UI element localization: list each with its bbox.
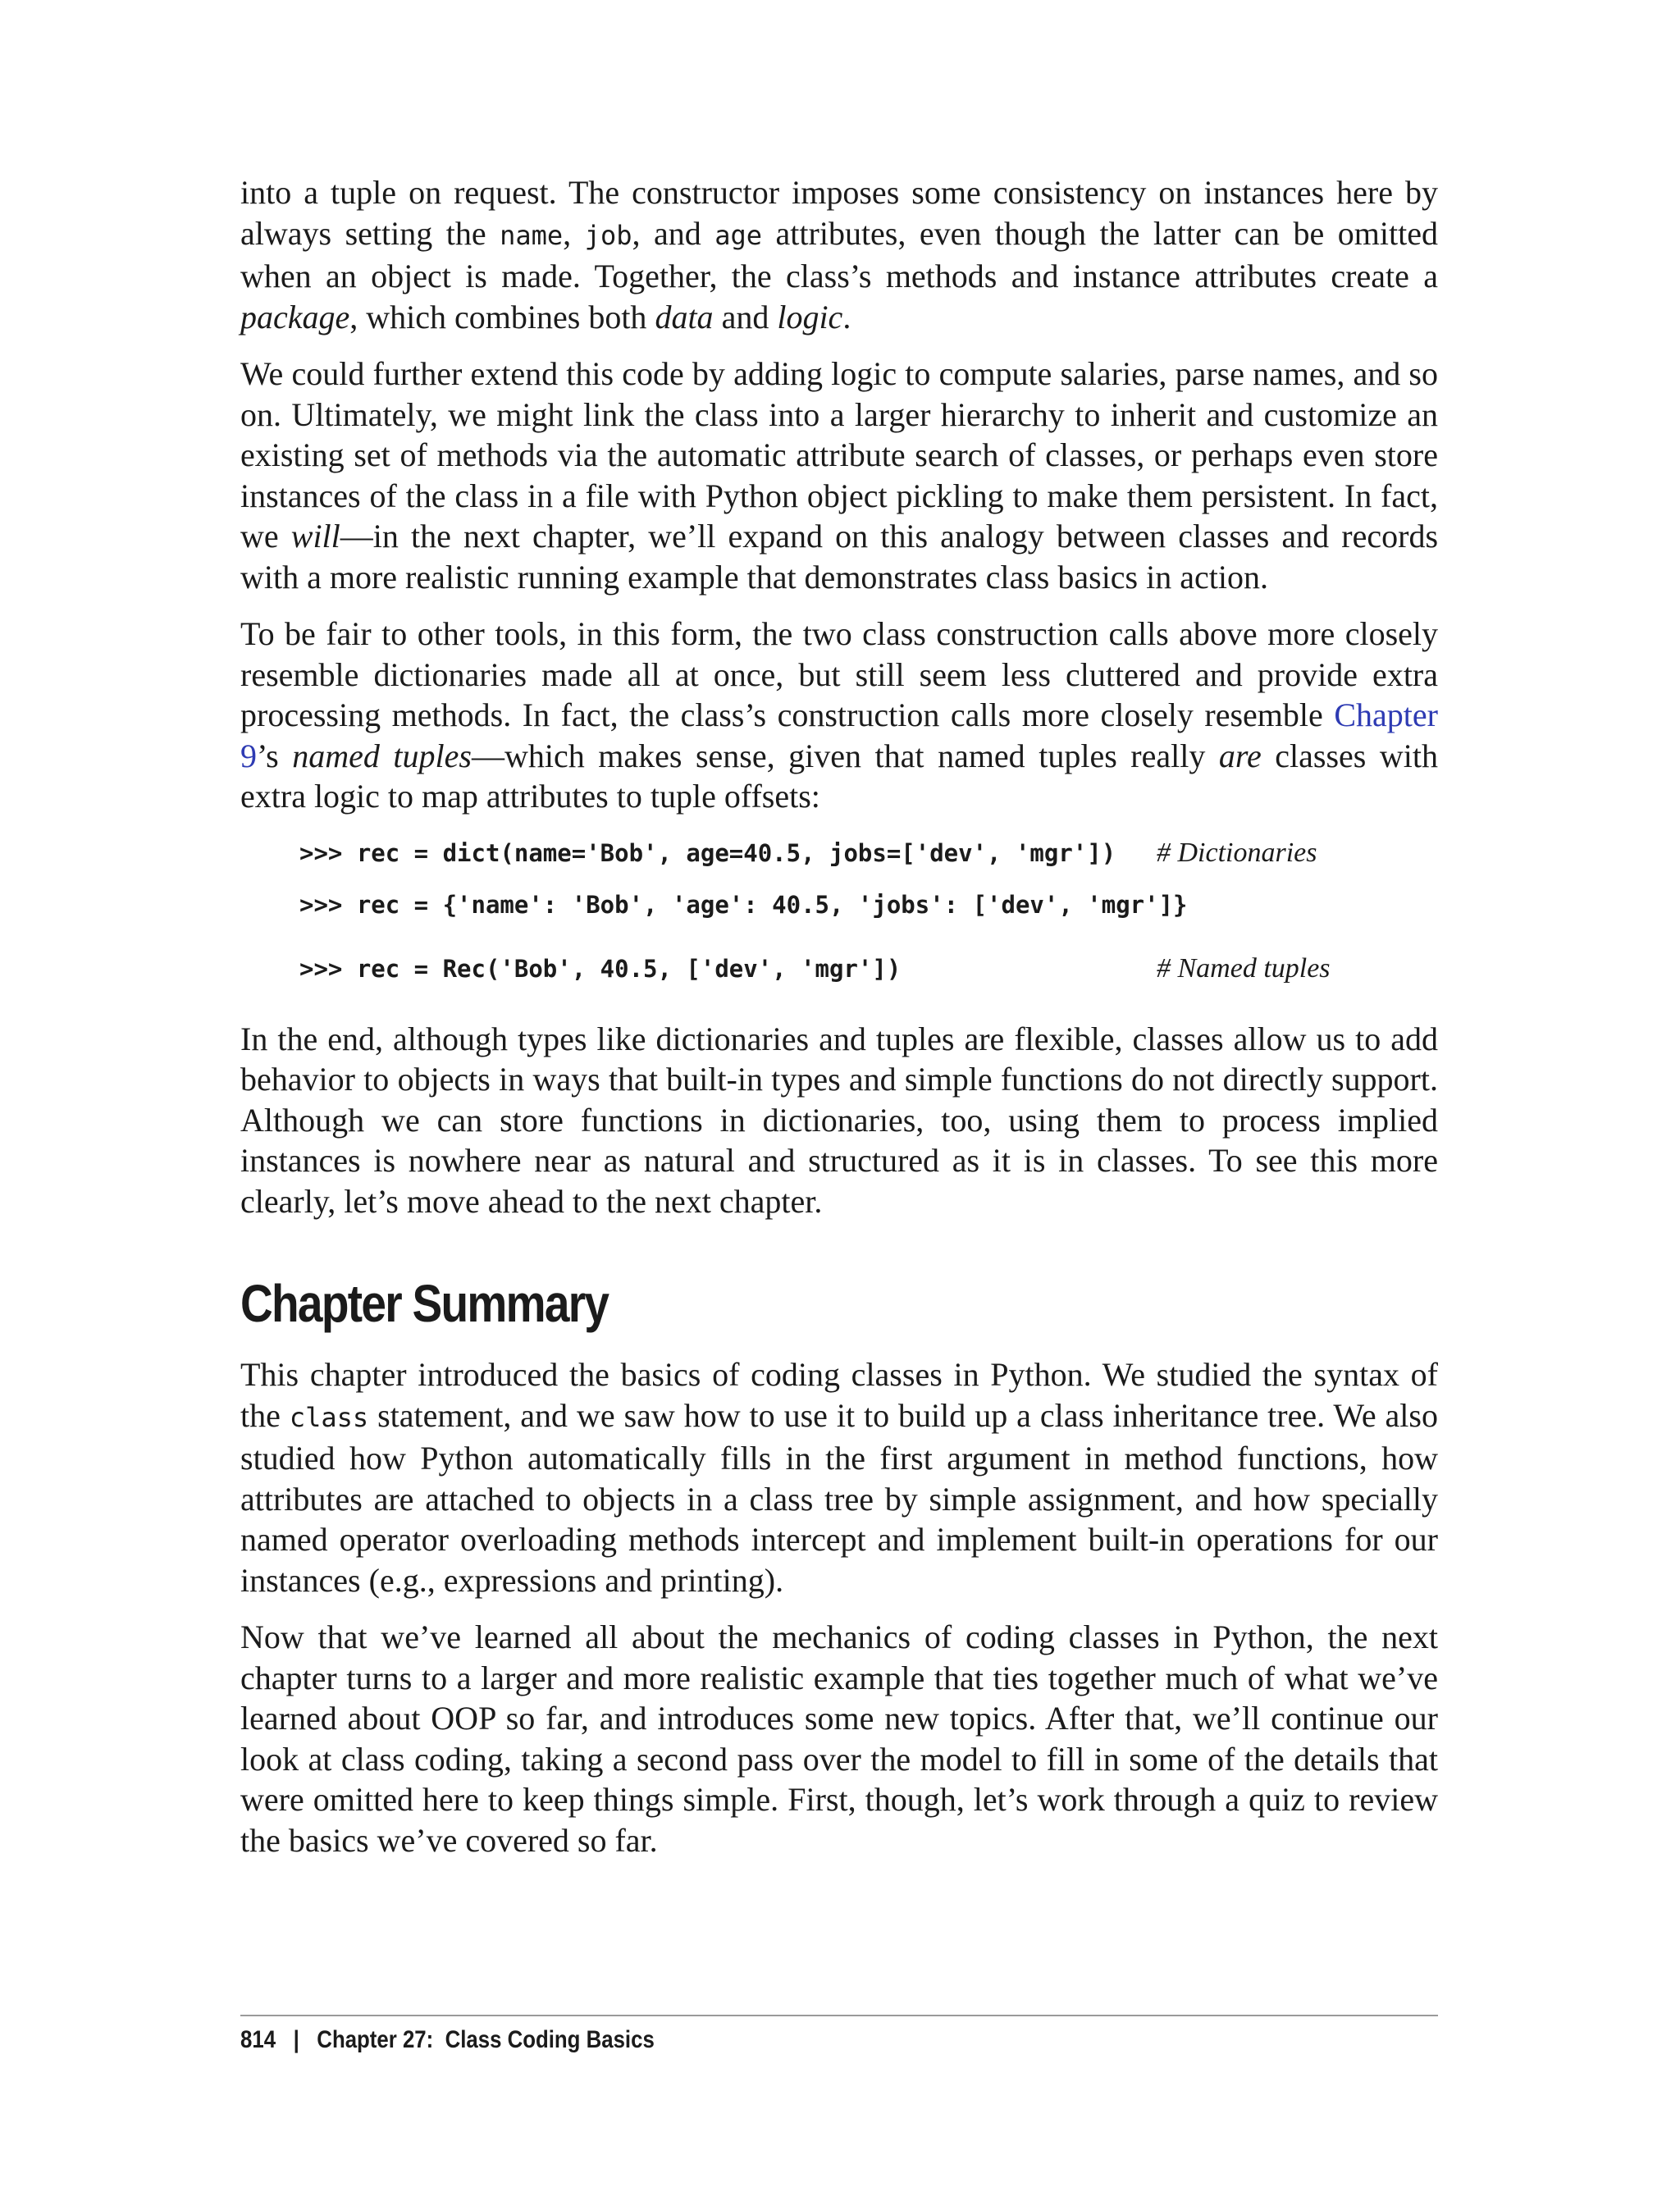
inline-code-class: class <box>289 1401 369 1433</box>
footer-chapter-title: Chapter 27: Class Coding Basics <box>317 2026 655 2053</box>
chapter-9-link[interactable]: Chapter 9 <box>240 696 1438 774</box>
code-line: >>> rec = dict(name='Bob', age=40.5, jobs=['dev', 'mgr']) # Dictionaries <box>299 837 1317 868</box>
paragraph-5: This chapter introduced the basics of coding classes in Python. We studied the syntax of the class statement, and we saw how to use it to build up a class inheritance tree. We also studied how Python automatically fills in the first argument in method functions, how attributes are attached to objects in a class tree by simple assignment, and how specially named operator overloading methods intercept and implement built-in operations for our instances (e.g., expressions and printing). <box>240 1356 1438 1599</box>
code-example <box>299 833 1438 1001</box>
inline-code-job: job <box>584 219 632 251</box>
paragraph-6: Now that we’ve learned all about the mechanics of coding classes in Python, the next chapter turns to a larger and more realistic example that ties together much of what we’ve learned about OOP so far, and introduces some new topics. After that, we’ll continue our look at class coding, taking a second pass over the model to fill in some of the details that were omitted here to keep things simple. First, though, let’s work through a quiz to review the basics we’ve covered so far. <box>240 1618 1438 1859</box>
code-line: >>> rec = {'name': 'Bob', 'age': 40.5, 'jobs': ['dev', 'mgr']} <box>299 890 1188 919</box>
code-line: >>> rec = Rec('Bob', 40.5, ['dev', 'mgr']) # Named tuples <box>299 952 1331 984</box>
page-number: 814 <box>240 2026 276 2053</box>
inline-code-age: age <box>714 219 763 251</box>
paragraph-4: In the end, although types like dictionaries and tuples are flexible, classes allow us to add behavior to objects in ways that built-in types and simple functions do not directly support. Although we can store functions in dictionaries, too, using them to process implied instances is nowhere near as natural and structured as it is in classes. To see this more clearly, let’s move ahead to the next chapter. <box>240 1020 1438 1220</box>
inline-code-name: name <box>500 219 564 251</box>
footer-separator: | <box>293 2026 299 2053</box>
paragraph-2: We could further extend this code by adding logic to compute salaries, parse names, and so on. Ultimately, we might link the class into a larger hierarchy to inherit and customize an existing set of methods via the automatic attribute search of classes, or perhaps even store instances of the class in a file with Python object pickling to make them persistent. In fact, we will—in the next chapter, we’ll expand on this analogy between classes and records with a more realistic running example that demonstrates class basics in action. <box>240 355 1439 596</box>
page-footer <box>240 2026 655 2054</box>
section-heading: Chapter Summary <box>240 1274 609 1333</box>
paragraph-3: To be fair to other tools, in this form, the two class construction calls above more closely resemble dictionaries made all at once, but still seem less cluttered and provide extra processing methods. In fact, the class’s construction calls more closely resemble Chapter 9’s named tuples—which makes sense, given that named tuples really are classes with extra logic to map attributes to tuple offsets: <box>240 615 1439 815</box>
paragraph-1: into a tuple on request. The constructor imposes some consistency on instances here by always setting the name, job, and age attributes, even though the latter can be omitted when an object is made. Together, the class’s methods and instance attributes create a package, which combines both data and logic. <box>240 174 1438 336</box>
page-body <box>240 172 1438 1877</box>
footer-rule <box>240 2015 1438 2016</box>
